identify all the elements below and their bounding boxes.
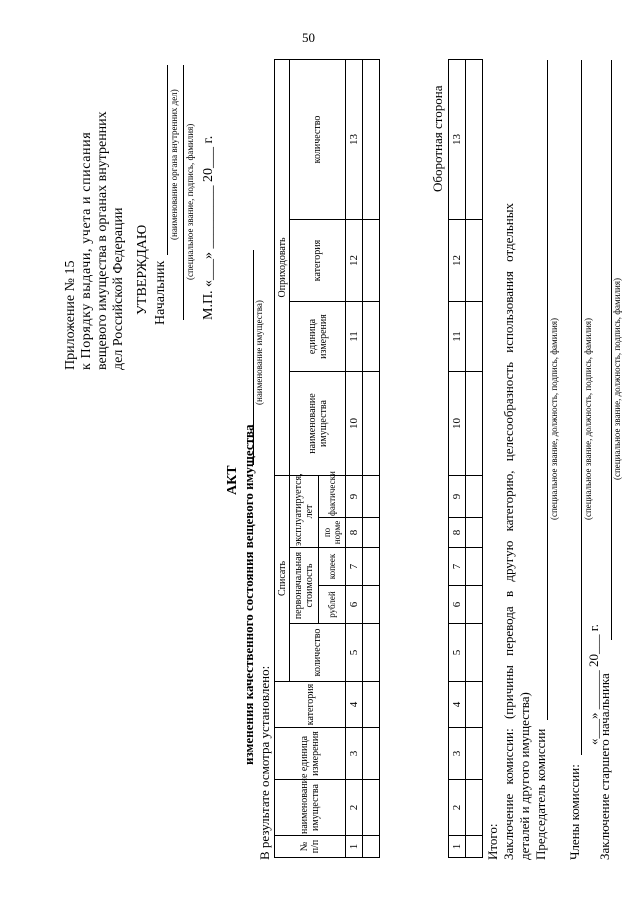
chief-line [167,65,168,255]
col-category: категория [275,682,346,728]
col-quantity: количество [290,624,346,682]
num-cell: 8 [449,518,466,548]
group-writeoff: Списать [275,476,290,682]
num-cell: 7 [346,548,363,586]
col-norm: по норме [319,518,346,548]
num-cell: 3 [346,728,363,780]
num-cell: 2 [346,780,363,836]
hint-org: (наименование органа внутренних дел) [169,89,179,240]
num-cell: 12 [346,220,363,302]
col-no: № п/п [275,836,346,858]
inspection-text: В результате осмотра установлено: [257,665,272,860]
num-cell: 11 [449,302,466,372]
number-row [346,59,363,857]
num-cell: 4 [346,682,363,728]
chairman-label: Председатель комиссии [533,728,548,860]
chairman-line [547,60,548,720]
num-cell: 13 [449,60,466,220]
inventory-table [274,59,380,858]
num-cell: 13 [346,59,363,219]
approval-date: М.П. «___» _________ 20___ г. [201,135,216,320]
col-unit-income: единица измерения [290,302,346,372]
num-cell: 2 [449,780,466,836]
members-line [581,60,582,755]
num-cell: 1 [449,836,466,858]
num-cell: 7 [449,548,466,586]
col-category-income: категория [290,220,346,302]
num-cell: 5 [346,624,363,682]
group-cost: первоначальная стоимость [290,548,319,624]
senior-label: Заключение старшего начальника [597,673,612,860]
num-cell: 11 [346,302,363,372]
table-row [466,60,483,858]
act-subtitle: изменения качественного состояния вещевого имущества [241,424,256,765]
reverse-number-row [449,60,466,858]
num-cell: 10 [449,372,466,476]
hint-sign: (специальное звание, подпись, фамилия) [185,123,195,280]
col-name: наименование имущества [275,780,346,836]
col-actual: фактически [319,476,346,518]
col-name-income: наименование имущества [290,372,346,476]
reverse-side-label: Оборотная сторона [430,85,445,192]
num-cell: 12 [449,220,466,302]
page-number: 50 [302,30,315,45]
num-cell: 3 [449,728,466,780]
table-row [363,59,380,857]
group-income: Оприходовать [275,59,290,475]
group-used: эксплуатируется, лет [290,476,319,548]
col-unit: единица измерения [275,728,346,780]
footer-date: «___» ______ 20___ г. [586,624,601,745]
appendix-line-4: дел Российской Федерации [111,207,126,370]
num-cell: 6 [346,586,363,624]
hint-chairman: (специальное звание, должность, подпись, фамилия) [549,318,559,520]
num-cell: 1 [346,836,363,858]
total-label: Итого: [485,823,500,860]
num-cell: 5 [449,624,466,682]
sign-line [183,65,184,320]
reverse-table [448,59,483,858]
num-cell: 9 [346,476,363,518]
col-kop: копеек [319,548,346,586]
hint-property: (наименование имущества) [254,300,264,405]
rotated-document [55,60,622,880]
appendix-line-3: вещевого имущества в органах внутренних [95,111,110,370]
hint-members: (специальное звание, должность, подпись, фамилия) [583,318,593,520]
num-cell: 10 [346,372,363,476]
conclusion-line-2: деталей и другого имущества) [517,692,532,860]
approval-title: УТВЕРЖДАЮ [135,224,150,315]
num-cell: 9 [449,476,466,518]
num-cell: 6 [449,586,466,624]
approval-chief: Начальник [153,260,168,325]
num-cell: 4 [449,682,466,728]
col-rub: рублей [319,586,346,624]
act-title: АКТ [225,465,240,495]
num-cell: 8 [346,518,363,548]
hint-senior: (специальное звание, должность, подпись, фамилия) [612,278,622,480]
col-quantity-income: количество [290,59,346,219]
appendix-line-2: к Порядку выдачи, учета и списания [79,131,94,370]
appendix-title: Приложение № 15 [63,260,78,370]
conclusion-line-1: Заключение комиссии: (причины перевода в другую категорию, целесообразность использования отдельных [501,203,516,860]
members-label: Члены комиссии: [567,764,582,860]
